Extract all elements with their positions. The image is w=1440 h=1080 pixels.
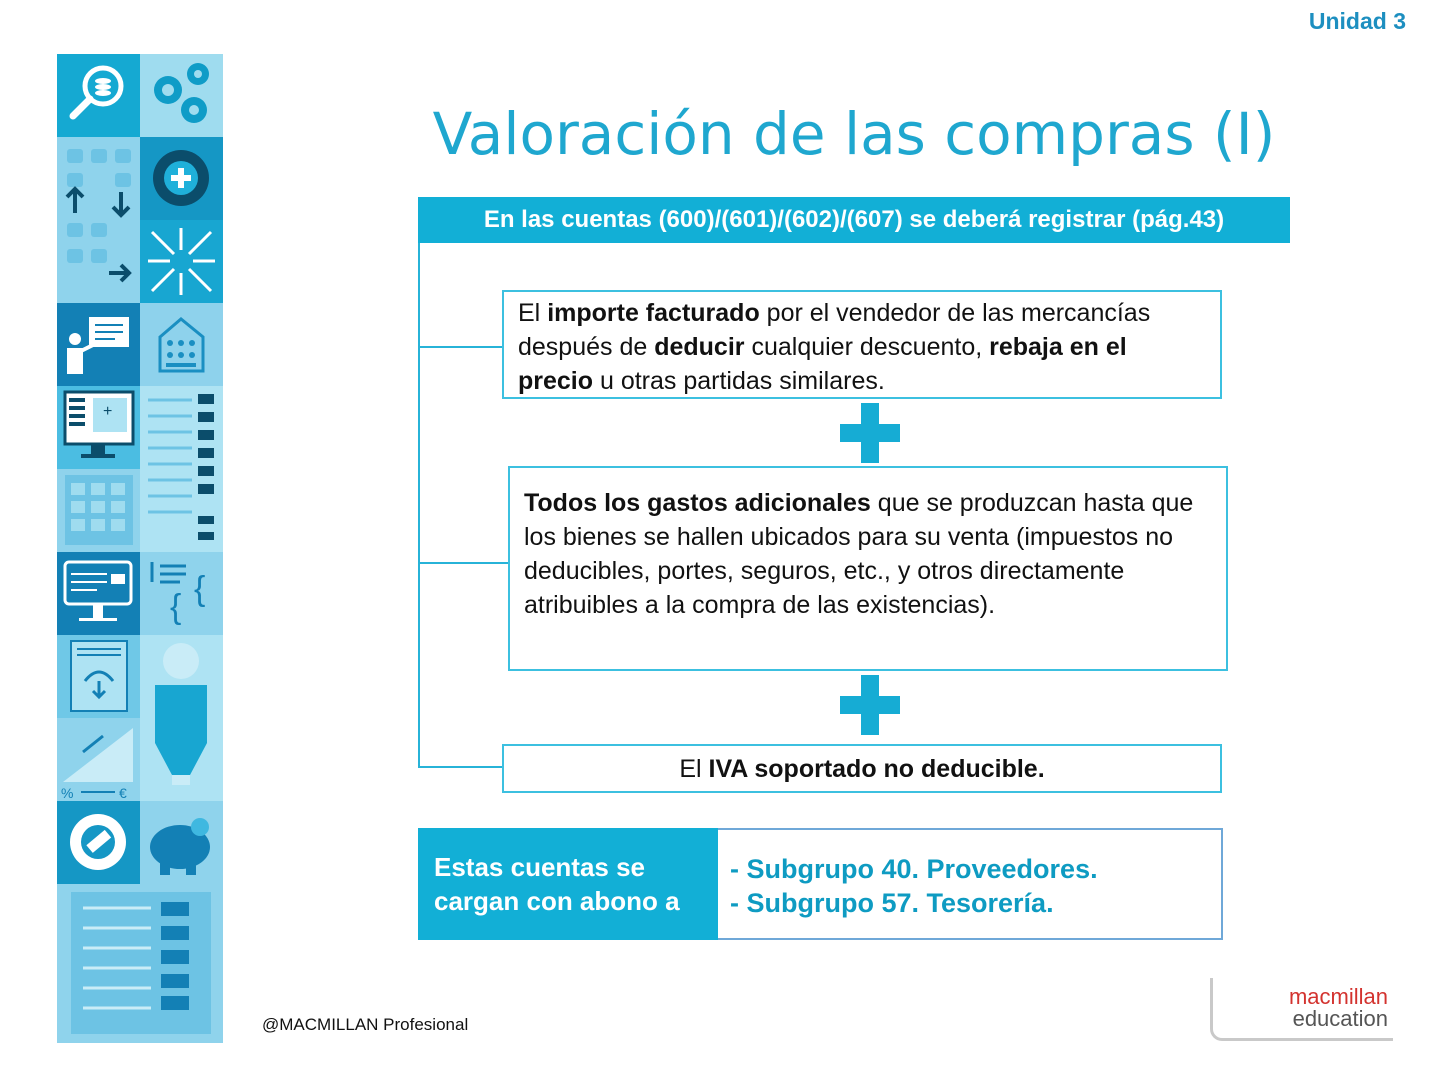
slide-title: Valoración de las compras (I) (432, 100, 1276, 168)
svg-text:{: { (170, 588, 182, 626)
calculator-grid-icon (57, 469, 140, 552)
box1-bold-1: importe facturado (547, 299, 760, 327)
logo-text-education: education (1292, 1006, 1388, 1031)
svg-text:%: % (61, 785, 74, 801)
box1-bold-3: rebaja en el precio (518, 333, 1127, 395)
person-icon (140, 635, 223, 801)
accounts-header-bar: En las cuentas (600)/(601)/(602)/(607) se deberá registrar (pág.43) (418, 197, 1290, 243)
connector-box2 (418, 562, 508, 564)
box2-text-1: que se produzcan hasta que los bienes se hallen ubicados para su venta (impuestos no deducibles, portes, seguros, etc., y otros directamente atribuibles a la compra de las existencias). (524, 489, 1194, 619)
additional-costs-box (508, 466, 1228, 671)
people-arrows-icon (57, 137, 140, 303)
connector-box3 (418, 766, 502, 768)
magnifier-coins-icon (57, 54, 140, 137)
unit-label: Unidad 3 (1308, 8, 1406, 34)
monitor-calculator-icon (57, 386, 140, 469)
gears-icon (140, 54, 223, 137)
building-icon (140, 303, 223, 386)
connector-box1 (418, 346, 502, 348)
svg-text:+: + (103, 403, 113, 420)
code-braces-icon (140, 552, 223, 635)
wrench-gear-icon (57, 801, 140, 884)
box3-bold-1: IVA soportado no deducible. (708, 755, 1045, 783)
decorative-sidebar (57, 54, 223, 1043)
document-numbers-icon (57, 884, 223, 1043)
box1-bold-2: deducir (654, 333, 745, 361)
data-list-icon (140, 386, 223, 552)
copyright-text: @MACMILLAN Profesional (262, 1015, 469, 1034)
box1-text-2: por el vendedor de las mercancías después de (518, 299, 1151, 361)
box1-text-1: El (518, 299, 548, 327)
vat-box (502, 744, 1222, 793)
svg-text:€: € (119, 785, 127, 801)
euro-arrows-icon (140, 220, 223, 303)
svg-text:{: { (194, 570, 206, 608)
credit-account-item: - Subgrupo 40. Proveedores. (730, 854, 1098, 884)
logo-text-macmillan: macmillan (1288, 984, 1388, 1009)
box1-text-4: u otras partidas similares. (593, 367, 885, 395)
credit-account-item: - Subgrupo 57. Tesorería. (730, 888, 1054, 918)
credit-accounts (718, 828, 1223, 940)
credit-label: Estas cuentas se cargan con abono a (418, 828, 718, 940)
invoiced-amount-box (502, 290, 1222, 399)
box2-bold-1: Todos los gastos adicionales (524, 489, 871, 517)
gear-plus-icon (140, 137, 223, 220)
box1-text-3: cualquier descuento, (744, 333, 990, 361)
connector-vertical (418, 243, 420, 768)
plus-icon (840, 403, 900, 463)
computer-screen-icon (57, 552, 140, 635)
book-scale-icon (57, 635, 140, 718)
box3-text-1: El (679, 755, 709, 783)
percent-euro-ramp-icon (57, 718, 140, 801)
plus-icon (840, 675, 900, 735)
presenter-board-icon (57, 303, 140, 386)
macmillan-logo (1210, 978, 1390, 1040)
piggy-bank-icon (140, 801, 223, 884)
